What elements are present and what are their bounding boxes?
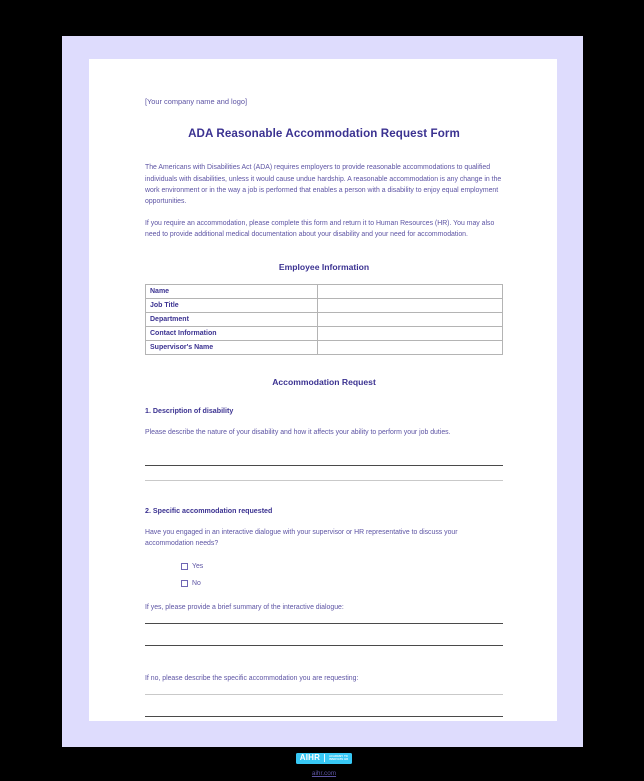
accommodation-request-heading: Accommodation Request [272, 377, 376, 388]
question-2-label: 2. Specific accommodation requested [145, 506, 273, 515]
question-1-label: 1. Description of disability [145, 407, 234, 416]
table-row [146, 299, 503, 313]
answer-line-1b[interactable] [145, 480, 503, 481]
row-value-supervisors-name[interactable] [317, 341, 502, 355]
row-label-contact-information: Contact Information [146, 327, 318, 341]
company-name-placeholder: [Your company name and logo] [145, 97, 248, 106]
answer-line-3b[interactable] [145, 716, 503, 717]
question-1-prompt: Please describe the nature of your disability and how it affects your ability to perform your job duties. [145, 429, 451, 437]
if-yes-prompt: If yes, please provide a brief summary of the interactive dialogue: [145, 604, 344, 612]
aihr-logo-tagline [329, 755, 348, 761]
checkbox-label-yes: Yes [192, 563, 204, 571]
page-title: ADA Reasonable Accommodation Request Form [188, 127, 460, 141]
row-value-job-title[interactable] [317, 299, 502, 313]
logo-tagline-line-1: ACADEMY TO [329, 755, 348, 759]
checkbox-label-no: No [192, 580, 201, 588]
checkbox-icon[interactable] [181, 580, 188, 587]
table-row [146, 327, 503, 341]
row-value-name[interactable] [317, 285, 502, 299]
question-2-prompt: Have you engaged in an interactive dialogue with your supervisor or HR representative to discuss your accommodation needs? [145, 528, 458, 547]
employee-information-heading: Employee Information [278, 262, 370, 273]
aihr-website-link[interactable]: aihr.com [311, 770, 337, 778]
table-row [146, 285, 503, 299]
table-row [146, 313, 503, 327]
logo-tagline-line-2: INNOVATE HR [329, 758, 349, 762]
row-label-supervisors-name: Supervisor's Name [146, 341, 318, 355]
document-content [145, 97, 503, 777]
row-label-name: Name [146, 285, 318, 299]
intro-paragraph-1: The Americans with Disabilities Act (ADA) requires employers to provide reasonable accommodations to qualified individuals with disabilities, unless it would cause undue hardship. A reasonable accommodation is any change in the work environment or in the way a job is performed that enables a person with a disability to enjoy equal employment opportunities. [145, 164, 502, 205]
row-label-job-title: Job Title [146, 299, 318, 313]
checkbox-option-no[interactable] [181, 580, 503, 587]
aihr-logo [296, 753, 353, 764]
row-value-department[interactable] [317, 313, 502, 327]
row-value-contact-information[interactable] [317, 327, 502, 341]
employee-information-table [145, 284, 503, 355]
if-no-prompt: If no, please describe the specific accommodation you are requesting: [145, 675, 359, 683]
intro-paragraph-2: If you require an accommodation, please complete this form and return it to Human Resources (HR). You may also need to provide additional medical documentation about your disability and your need for accommodation. [145, 220, 495, 239]
row-label-department: Department [146, 313, 318, 327]
checkbox-option-yes[interactable] [181, 563, 503, 570]
aihr-logo-wordmark: AIHR [299, 753, 321, 763]
table-row [146, 341, 503, 355]
document-frame [62, 36, 583, 778]
document-page [89, 59, 557, 778]
logo-divider-icon [324, 754, 325, 762]
footer [145, 747, 503, 777]
checkbox-icon[interactable] [181, 563, 188, 570]
